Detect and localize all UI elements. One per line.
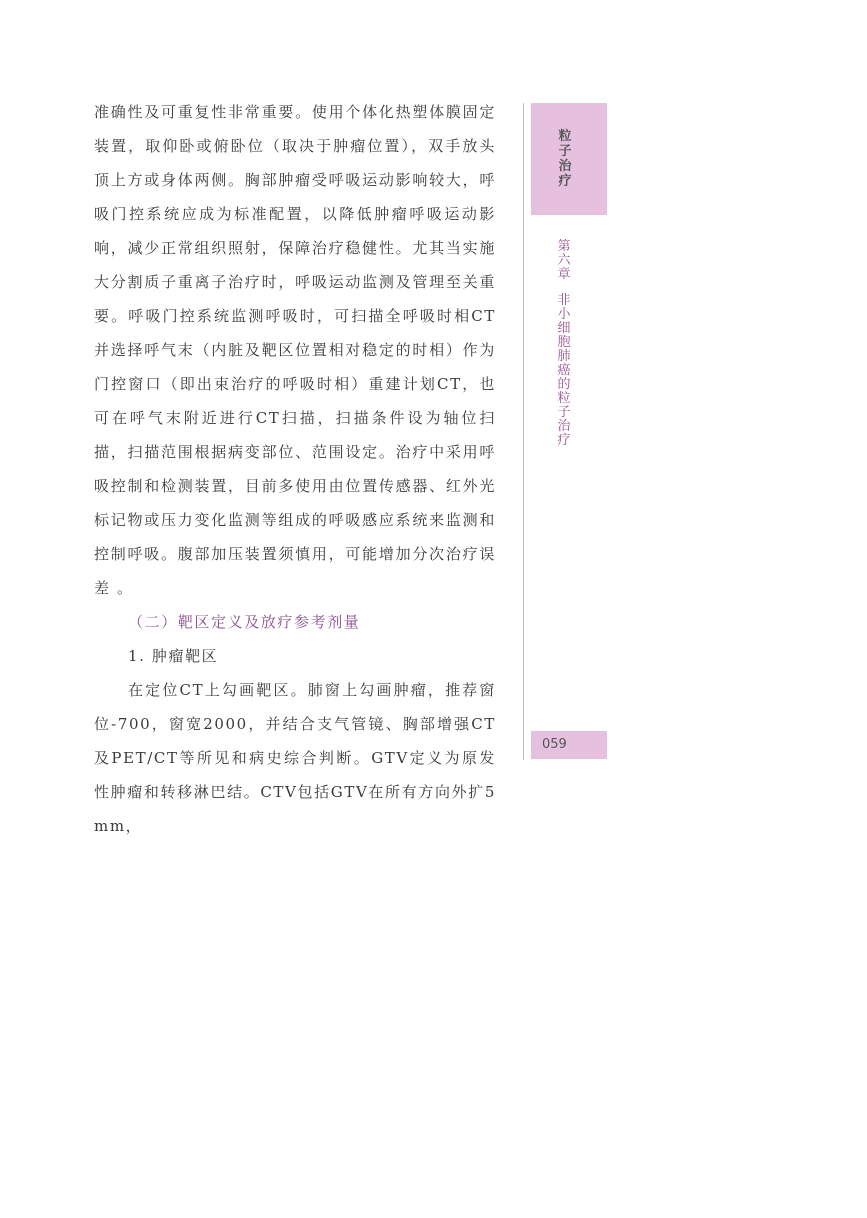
body-paragraph: 在定位CT上勾画靶区。肺窗上勾画肿瘤，推荐窗位-700，窗宽2000，并结合支气管镜、胸部增强CT及PET/CT等所见和病史综合判断。GTV定义为原发性肿瘤和转移淋巴结。CTV包括GTV在所有方向外扩5 mm，	[94, 681, 496, 835]
section-heading: （二）靶区定义及放疗参考剂量	[128, 613, 361, 631]
page-number-box	[531, 731, 607, 759]
body-paragraph: 准确性及可重复性非常重要。使用个体化热塑体膜固定装置，取仰卧或俯卧位（取决于肿瘤位置），双手放头顶上方或身体两侧。胸部肿瘤受呼吸运动影响较大，呼吸门控系统应成为标准配置，以降低肿瘤呼吸运动影响，减少正常组织照射，保障治疗稳健性。尤其当实施大分割质子重离子治疗时，呼吸运动监测及管理至关重要。呼吸门控系统监测呼吸时，可扫描全呼吸时相CT并选择呼气末（内脏及靶区位置相对稳定的时相）作为门控窗口（即出束治疗的呼吸时相）重建计划CT，也可在呼气末附近进行CT扫描，扫描条件设为轴位扫描，扫描范围根据病变部位、范围设定。治疗中采用呼吸控制和检测装置，目前多使用由位置传感器、红外光标记物或压力变化监测等组成的呼吸感应系统来监测和控制呼吸。腹部加压装置须慎用，可能增加分次治疗误差 。	[94, 103, 496, 597]
subheading: 1. 肿瘤靶区	[128, 647, 219, 665]
main-text-column	[94, 95, 496, 843]
section-tab	[531, 103, 607, 215]
chapter-title: 非小细胞肺癌的粒子治疗	[557, 293, 571, 448]
chapter-number: 第六章	[557, 239, 571, 282]
margin-divider	[523, 103, 524, 760]
section-tab-label: 粒子治疗	[558, 129, 572, 189]
chapter-running-header	[556, 240, 572, 448]
page-number: 059	[542, 737, 567, 752]
